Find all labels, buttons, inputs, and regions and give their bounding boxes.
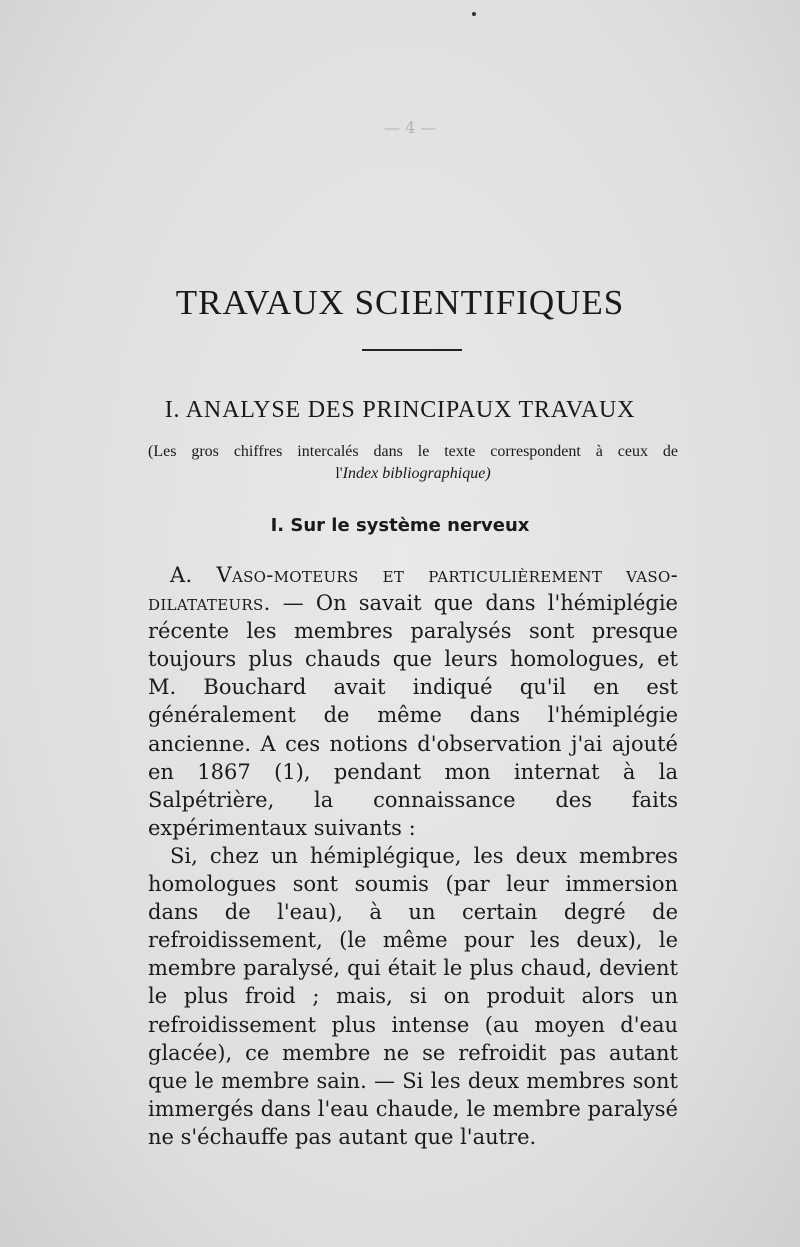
title-divider	[362, 349, 462, 351]
ink-speck	[472, 12, 476, 16]
index-note-line: (Les gros chiffres intercalés dans le texte correspondent à ceux de	[148, 443, 678, 460]
paragraph-1-lead: A. Vaso-moteurs et particulièrement vaso-dilatateurs.	[148, 563, 678, 616]
main-title: TRAVAUX SCIENTIFIQUES	[175, 283, 625, 322]
paragraph-1-text: — On savait que dans l'hémiplégie récente les membres paralysés sont presque toujours plus chauds que leurs homologues, et M. Bouchard avait indiqué qu'il en est généralement de même dans l'hémiplégie ancienne. A ces notions d'observation j'ai ajouté en 1867 (1), pendant mon internat à la Salpétrière, la connaissance des faits expérimentaux suivants :	[148, 591, 678, 840]
body-text	[148, 561, 678, 1151]
index-note-prefix: l'	[335, 465, 343, 482]
paragraph-1	[148, 561, 678, 842]
index-note	[148, 441, 678, 485]
subsection-heading: I. Sur le système nerveux	[270, 515, 530, 536]
index-note-italic: Index bibliographique)	[342, 465, 491, 482]
section-heading: I. ANALYSE DES PRINCIPAUX TRAVAUX	[164, 397, 636, 423]
page-number: — 4 —	[384, 118, 437, 137]
paragraph-2: Si, chez un hémiplégique, les deux membres homologues sont soumis (par leur immersion dans de l'eau), à un certain degré de refroidissement, (le même pour les deux), le membre paralysé, qui était le plus chaud, devient le plus froid ; mais, si on produit alors un refroidissement plus intense (au moyen d'eau glacée), ce membre ne se refroidit pas autant que le membre sain. — Si les deux membres sont immergés dans l'eau chaude, le membre paralysé ne s'échauffe pas autant que l'autre.	[148, 843, 678, 1149]
